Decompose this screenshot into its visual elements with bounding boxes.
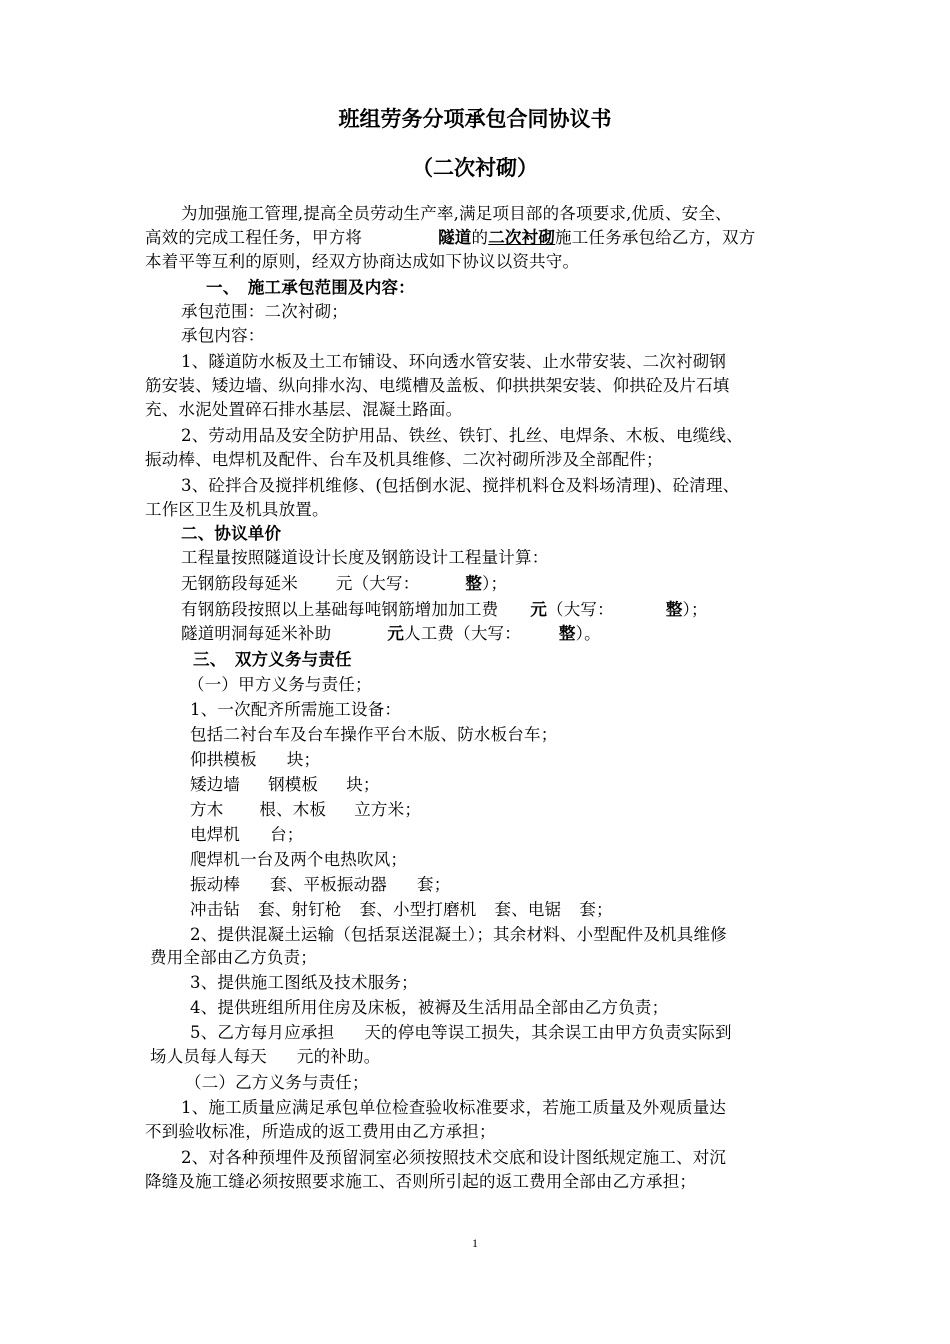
- equipment-text: 套、射钉枪: [258, 900, 342, 919]
- price-text: 隧道明洞每延米补助: [181, 624, 332, 643]
- price-text: 有钢筋段按照以上基础每吨钢筋增加加工费: [181, 600, 499, 619]
- party-a-item-5-line-2: [150, 1045, 380, 1069]
- price-text: 整: [558, 624, 576, 643]
- content-label: 承包内容：: [181, 326, 265, 345]
- equipment-line-8: [190, 898, 613, 922]
- document-title: 班组劳务分项承包合同协议书: [338, 106, 612, 131]
- equipment-text: 套；: [417, 875, 451, 894]
- equipment-line-5: [190, 823, 304, 847]
- equipment-text: 钢模板: [268, 775, 319, 794]
- price-text: （大写：: [547, 600, 614, 619]
- party-a-heading: （一）甲方义务与责任；: [188, 675, 372, 694]
- section-1-heading: 一、 施工承包范围及内容：: [206, 278, 415, 297]
- price-text: ）；: [682, 600, 708, 619]
- section-3-heading: 三、 双方义务与责任: [193, 650, 352, 669]
- section-2-heading: 二、协议单价: [181, 524, 282, 543]
- equipment-text: 仰拱模板: [190, 750, 257, 769]
- price-basis-line: 工程量按照隧道设计长度及钢筋设计工程量计算：: [181, 548, 549, 567]
- equipment-text: 套、电锯: [494, 900, 562, 919]
- equipment-line-2: [190, 748, 320, 772]
- price-text: 元: [387, 624, 405, 643]
- equipment-text: 套、小型打磨机: [359, 900, 477, 919]
- content-item-1-line-2: 筋安装、矮边墙、纵向排水沟、电缆槽及盖板、仰拱拱架安装、仰拱砼及片石填: [145, 376, 730, 395]
- party-a-item-2-line-1: 2、提供混凝土运输（包括泵送混凝土）；其余材料、小型配件及机具维修: [190, 925, 727, 944]
- equipment-line-3: [190, 773, 380, 797]
- price-text: 整: [465, 574, 483, 593]
- price-line-no-rebar: [181, 572, 507, 596]
- content-item-2-line-1: 2、劳动用品及安全防护用品、铁丝、铁钉、扎丝、电焊条、木板、电缆线、: [181, 426, 743, 445]
- equipment-line-1: 包括二衬台车及台车操作平台木版、防水板台车；: [190, 725, 558, 744]
- intro-text: 高效的完成工程任务，甲方将: [145, 228, 363, 247]
- document-subtitle: （二次衬砌）: [412, 155, 538, 180]
- price-text: 无钢筋段每延米: [181, 574, 298, 593]
- party-b-heading: （二）乙方义务与责任；: [185, 1073, 369, 1092]
- content-item-3-line-2: 工作区卫生及机具放置。: [145, 500, 329, 519]
- party-a-item-5-line-1: [190, 1021, 732, 1045]
- equipment-text: 方木: [190, 800, 224, 819]
- content-item-1-line-3: 充、水泥处置碎石排水基层、混凝土路面。: [145, 400, 463, 419]
- equipment-text: 电焊机: [190, 825, 241, 844]
- item-text: 场人员每人每天: [150, 1047, 267, 1066]
- tunnel-name-label: 隧道: [438, 228, 472, 247]
- party-b-item-2-line-1: 2、对各种预埋件及预留洞室必须按照技术交底和设计图纸规定施工、对沉: [181, 1148, 727, 1167]
- price-line-open-cut: [181, 622, 601, 646]
- price-text: 人工费（大写：: [404, 624, 521, 643]
- equipment-text: 根、木板: [259, 800, 327, 819]
- content-item-2-line-2: 振动棒、电焊机及配件、台车及机具维修、二次衬砌所涉及全部配件；: [145, 450, 663, 469]
- party-b-item-1-line-2: 不到验收标准，所造成的返工费用由乙方承担；: [145, 1122, 496, 1141]
- equipment-text: 振动棒: [190, 875, 241, 894]
- equipment-line-7: [190, 873, 450, 897]
- intro-line-2: [145, 226, 755, 250]
- work-item-label: 二次衬砌: [488, 228, 556, 247]
- equipment-text: 矮边墙: [190, 775, 241, 794]
- intro-text: 的: [471, 228, 489, 247]
- party-a-item-3: 3、提供施工图纸及技术服务；: [190, 973, 418, 992]
- price-text: ）。: [575, 624, 601, 643]
- party-a-item-4: 4、提供班组所用住房及床板，被褥及生活用品全部由乙方负责；: [190, 998, 669, 1017]
- party-a-item-1: 1、一次配齐所需施工设备：: [190, 700, 402, 719]
- content-item-3-line-1: 3、砼拌合及搅拌机维修、(包括倒水泥、搅拌机料仓及料场清理)、砼清理、: [181, 476, 740, 495]
- party-a-item-2-line-2: 费用全部由乙方负责；: [150, 948, 317, 967]
- price-text: 元: [530, 600, 548, 619]
- price-text: ）；: [482, 574, 508, 593]
- item-text: 天的停电等误工损失，其余误工由甲方负责实际到: [364, 1023, 732, 1042]
- price-line-rebar: [181, 598, 708, 622]
- content-item-1-line-1: 1、隧道防水板及土工布铺设、环向透水管安装、止水带安装、二次衬砌钢: [181, 352, 727, 371]
- equipment-text: 套、平板振动器: [270, 875, 388, 894]
- page-number: 1: [472, 1236, 478, 1250]
- party-b-item-2-line-2: 降缝及施工缝必须按照要求施工、否则所引起的返工费用全部由乙方承担；: [145, 1172, 697, 1191]
- intro-line-1: 为加强施工管理,提高全员劳动生产率,满足项目部的各项要求,优质、安全、: [181, 204, 732, 223]
- equipment-text: 套；: [579, 900, 613, 919]
- equipment-text: 块；: [346, 775, 380, 794]
- price-text: 整: [665, 600, 683, 619]
- item-text: 5、乙方每月应承担: [190, 1023, 335, 1042]
- equipment-line-6: 爬焊机一台及两个电热吹风；: [190, 850, 408, 869]
- equipment-text: 块；: [286, 750, 321, 769]
- intro-text: 施工任务承包给乙方，双方: [555, 228, 756, 247]
- item-text: 元的补助。: [296, 1047, 381, 1066]
- scope-line: 承包范围：二次衬砌；: [181, 302, 348, 321]
- party-b-item-1-line-1: 1、施工质量应满足承包单位检查验收标准要求，若施工质量及外观质量达: [181, 1098, 727, 1117]
- equipment-line-4: [190, 798, 421, 822]
- intro-line-3: 本着平等互利的原则，经双方协商达成如下协议以资共守。: [145, 252, 580, 271]
- price-text: 元（大写：: [335, 574, 420, 593]
- equipment-text: 冲击钻: [190, 900, 241, 919]
- equipment-text: 立方米；: [354, 800, 422, 819]
- equipment-text: 台；: [270, 825, 304, 844]
